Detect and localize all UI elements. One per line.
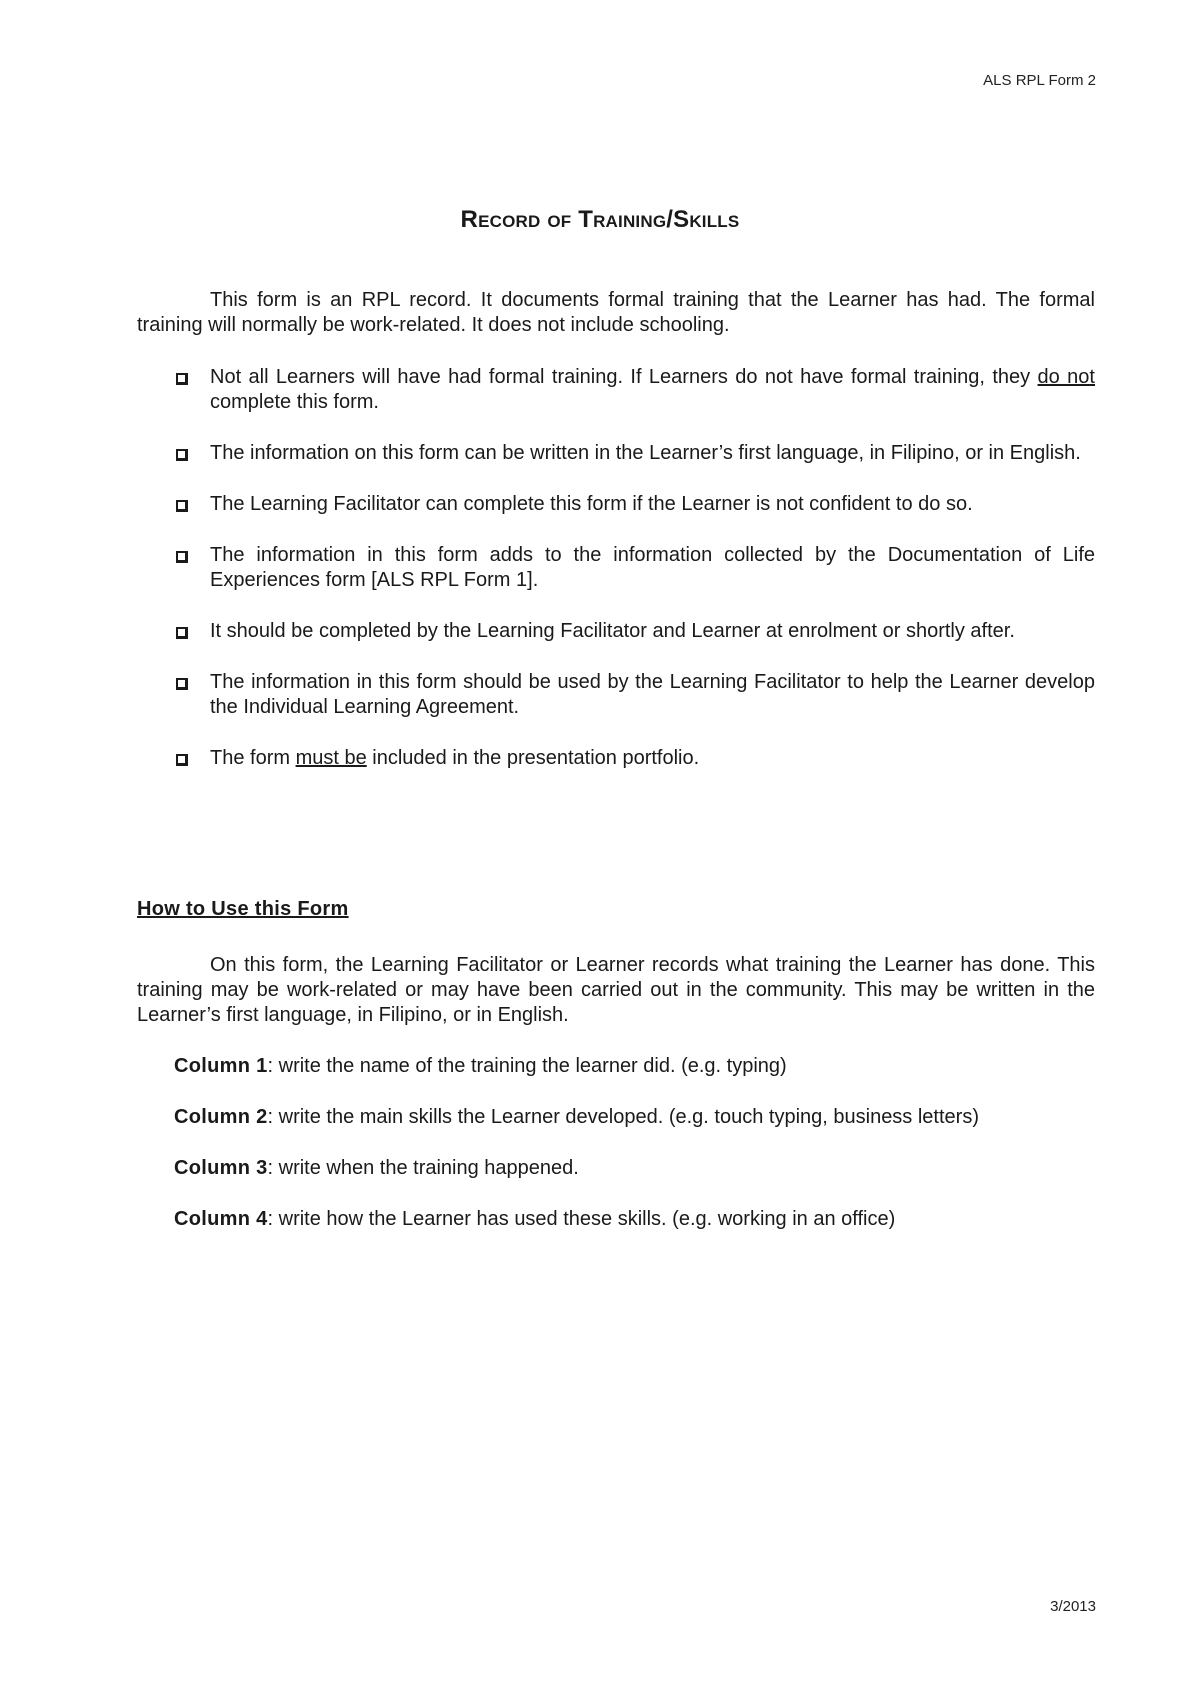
checkbox-bullet-icon xyxy=(176,373,188,385)
column-text: : write the name of the training the learner did. (e.g. typing) xyxy=(267,1055,787,1077)
column-label: Column 4 xyxy=(174,1208,268,1230)
column-text: : write when the training happened. xyxy=(267,1157,579,1179)
checkbox-bullet-icon xyxy=(176,500,188,512)
list-item xyxy=(137,619,1095,644)
bullet-text: complete this form. xyxy=(210,391,379,413)
column-instruction-row xyxy=(174,1054,1094,1079)
bullet-emphasis: do not xyxy=(1037,366,1095,388)
list-item xyxy=(137,492,1095,517)
footer-date: 3/2013 xyxy=(1050,1598,1096,1615)
column-label: Column 1 xyxy=(174,1055,268,1077)
list-item xyxy=(137,670,1095,720)
bullet-list xyxy=(137,365,1095,797)
form-label: ALS RPL Form 2 xyxy=(983,72,1096,89)
column-text: : write how the Learner has used these skills. (e.g. working in an office) xyxy=(267,1208,896,1230)
bullet-emphasis: must be xyxy=(295,747,367,769)
list-item xyxy=(137,746,1095,771)
checkbox-bullet-icon xyxy=(176,627,188,639)
column-label: Column 3 xyxy=(174,1157,268,1179)
bullet-text: Not all Learners will have had formal training. If Learners do not have formal training, they xyxy=(210,366,1038,388)
column-label: Column 2 xyxy=(174,1106,268,1128)
bullet-text: The information in this form adds to the information collected by the Documentation of Life Experiences form [ALS RPL Form 1]. xyxy=(210,544,1095,591)
column-instruction-row xyxy=(174,1105,1094,1130)
bullet-text: The Learning Facilitator can complete this form if the Learner is not confident to do so. xyxy=(210,493,973,515)
column-text: : write the main skills the Learner developed. (e.g. touch typing, business letters) xyxy=(267,1106,979,1128)
bullet-text: The form xyxy=(210,747,296,769)
column-instruction-row xyxy=(174,1156,1094,1181)
bullet-text: The information on this form can be written in the Learner’s first language, in Filipino, or in English. xyxy=(210,442,1081,464)
intro-paragraph: This form is an RPL record. It documents formal training that the Learner has had. The formal training will normally be work-related. It does not include schooling. xyxy=(137,289,1095,336)
column-instruction-row xyxy=(174,1207,1094,1232)
bullet-text: It should be completed by the Learning Facilitator and Learner at enrolment or shortly after. xyxy=(210,620,1015,642)
checkbox-bullet-icon xyxy=(176,678,188,690)
list-item xyxy=(137,365,1095,415)
checkbox-bullet-icon xyxy=(176,754,188,766)
column-instructions xyxy=(174,1054,1094,1258)
list-item xyxy=(137,441,1095,466)
section-heading: How to Use this Form xyxy=(137,898,349,920)
bullet-text: The information in this form should be used by the Learning Facilitator to help the Learner develop the Individual Learning Agreement. xyxy=(210,671,1095,718)
how-to-paragraph: On this form, the Learning Facilitator or Learner records what training the Learner has done. This training may be work-related or may have been carried out in the community. This may be written in the Learner’s first language, in Filipino, or in English. xyxy=(137,954,1095,1026)
bullet-text: included in the presentation portfolio. xyxy=(366,747,700,769)
page-title: Record of Training/Skills xyxy=(460,206,740,233)
list-item xyxy=(137,543,1095,593)
checkbox-bullet-icon xyxy=(176,449,188,461)
checkbox-bullet-icon xyxy=(176,551,188,563)
